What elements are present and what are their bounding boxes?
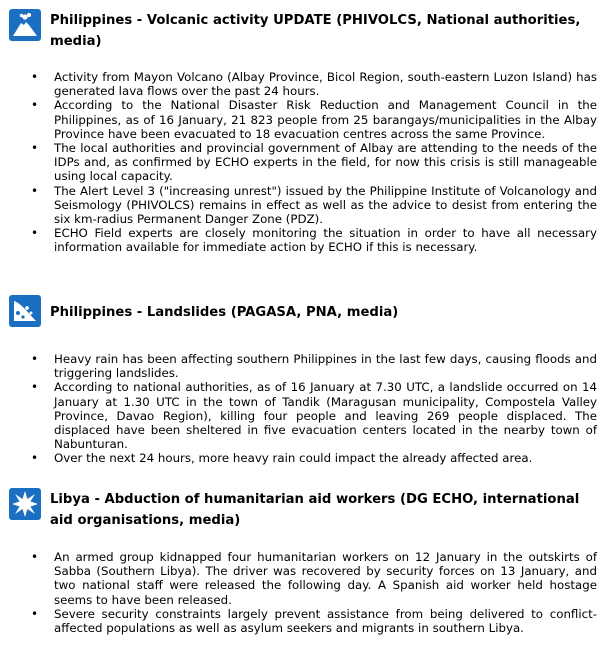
section-title: Libya - Abduction of humanitarian aid workers (DG ECHO, international aid organisations, media) <box>50 492 580 528</box>
bullet-list <box>0 550 597 635</box>
list-item: • The local authorities and provincial government of Albay are attending to the needs of the IDPs and, as confirmed by ECHO experts in the field, for now this crisis is still manageable using local capacity. <box>0 141 597 184</box>
list-item: • Over the next 24 hours, more heavy rain could impact the already affected area. <box>0 451 597 465</box>
landslide-icon <box>9 295 41 327</box>
list-item: • Activity from Mayon Volcano (Albay Province, Bicol Region, south-eastern Luzon Island) has generated lava flows over the past 24 hours. <box>0 70 597 98</box>
list-item: • An armed group kidnapped four humanitarian workers on 12 January in the outskirts of Sabba (Southern Libya). The driver was recovered by security forces on 13 January, and two national staff were released the following day. A Spanish aid worker held hostage seems to have been released. <box>0 550 597 607</box>
section-title: Philippines - Landslides (PAGASA, PNA, media) <box>50 305 399 320</box>
volcano-icon <box>9 9 41 41</box>
list-item: • According to the National Disaster Risk Reduction and Management Council in the Philippines, as of 16 January, 21 823 people from 25 barangays/municipalities in the Albay Province have been evacuated to 18 evacuation centres across the same Province. <box>0 98 597 141</box>
list-item: • ECHO Field experts are closely monitoring the situation in order to have all necessary information available for immediate action by ECHO if this is necessary. <box>0 226 597 254</box>
section-title: Philippines - Volcanic activity UPDATE (PHIVOLCS, National authorities, media) <box>50 13 581 49</box>
bullet-list <box>0 352 597 466</box>
list-item: • According to national authorities, as of 16 January at 7.30 UTC, a landslide occurred on 14 January at 1.30 UTC in the town of Tandik (Maragusan municipality, Compostela Valley Province, Davao Region), killing four people and leaving 269 people displaced. The displaced have been sheltered in five evacuation centers located in the nearby town of Nabunturan. <box>0 380 597 451</box>
bullet-list <box>0 70 597 255</box>
list-item: • The Alert Level 3 ("increasing unrest") issued by the Philippine Institute of Volcanology and Seismology (PHIVOLCS) remains in effect as well as the advice to desist from entering the six km-radius Permanent Danger Zone (PDZ). <box>0 184 597 227</box>
list-item: • Severe security constraints largely prevent assistance from being delivered to conflict-affected populations as well as asylum seekers and migrants in southern Libya. <box>0 607 597 635</box>
explosion-icon <box>9 488 41 520</box>
list-item: • Heavy rain has been affecting southern Philippines in the last few days, causing floods and triggering landslides. <box>0 352 597 380</box>
